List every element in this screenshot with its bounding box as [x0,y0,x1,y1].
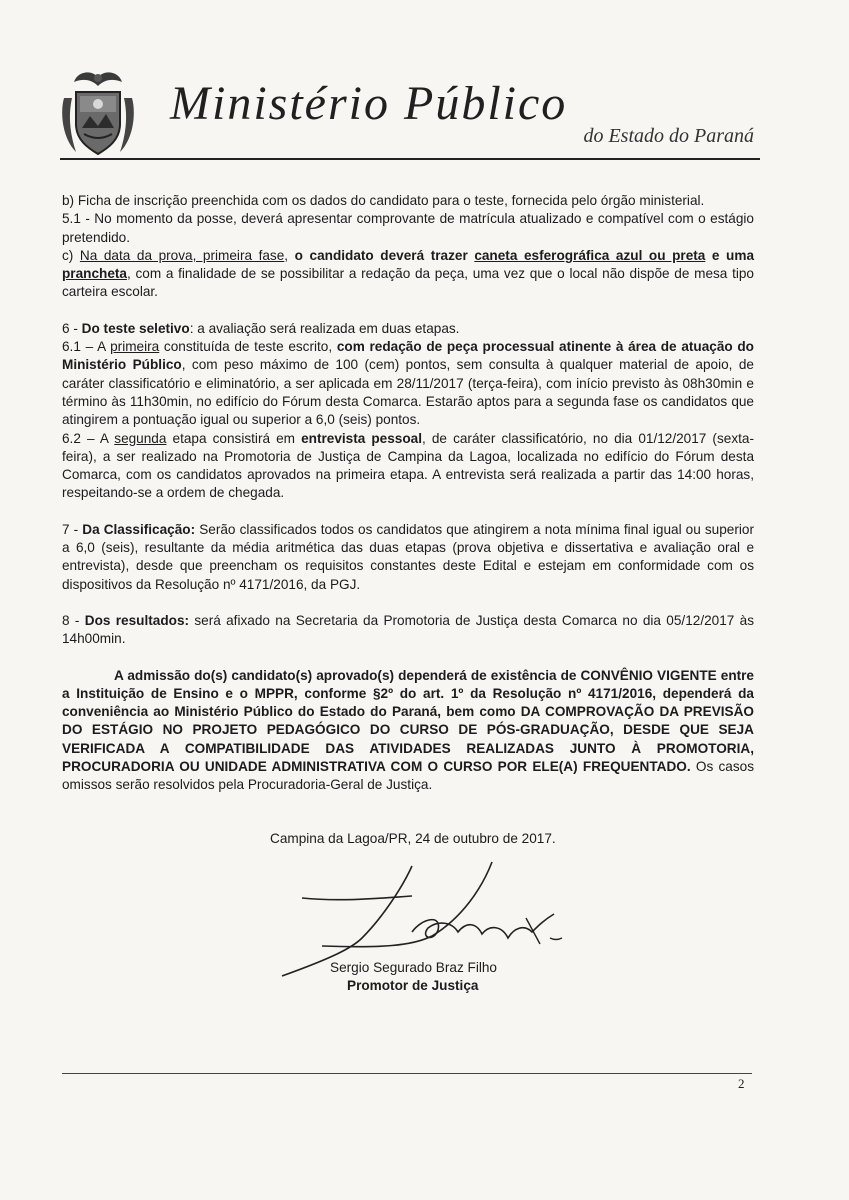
section-6-2: 6.2 – A segunda etapa consistirá em entrevista pessoal, de caráter classificatório, no dia 01/12/2017 (sexta-feira), a ser realizado na Promotoria de Justiça de Campina da Lagoa, localizada no edifício do Fórum desta Comarca, com os candidatos aprovados na primeira etapa. A entrevista será realizada a partir das 14:00 horas, respeitando-se a ordem de chegada. [62,430,754,501]
page-number: 2 [738,1076,745,1091]
signer-role: Promotor de Justiça [347,978,479,993]
item-5-1: 5.1 - No momento da posse, deverá apresentar comprovante de matrícula atualizado e compatível com o estágio pretendido. [62,211,754,245]
section-6-1: 6.1 – A primeira constituída de teste escrito, com redação de peça processual atinente à área de atuação do Ministério Público, com peso máximo de 100 (cem) pontos, sem consulta à qualquer material de apoio, de caráter classificatório e eliminatório, a ser aplicada em 28/11/2017 (terça-feira), com início previsto às 08h30min e término às 11h30min, no edifício do Fórum desta Comarca. Estarão aptos para a segunda fase os candidatos que atingirem a pontuação igual ou superior a 6,0 (seis) pontos. [62,339,754,428]
section-6-intro: 6 - Do teste seletivo: a avaliação será realizada em duas etapas. [62,320,460,336]
document-body [62,192,754,795]
section-7-heading: Da Classificação: [82,521,196,537]
item-c: c) Na data da prova, primeira fase, o candidato deverá trazer caneta esferográfica azul ou preta e uma prancheta, com a finalidade de se possibilitar a redação da peça, uma vez que o local não dispõe de mesa tipo carteira escolar. [62,247,754,300]
section-8-heading: Dos resultados: [84,612,190,628]
header-divider [60,158,760,160]
admission-paragraph: A admissão do(s) candidato(s) aprovado(s) dependerá de existência de CONVÊNIO VIGENTE entre a Instituição de Ensino e o MPPR, conforme §2º do art. 1º da Resolução nº 4171/2016, dependerá da conveniência ao Ministério Público do Estado do Paraná, bem como DA COMPROVAÇÃO DA PREVISÃO DO ESTÁGIO NO PROJETO PEDAGÓGICO DO CURSO DE PÓS-GRADUAÇÃO, DESDE QUE SEJA VERIFICADA A COMPATIBILIDADE DAS ATIVIDADES REALIZADAS JUNTO À PROMOTORIA, PROCURADORIA OU UNIDADE ADMINISTRATIVA COM O CURSO POR ELE(A) FREQUENTADO. Os casos omissos serão resolvidos pela Procuradoria-Geral de Justiça. [62,667,754,793]
parana-coat-of-arms-icon [60,68,136,158]
section-8: 8 - Dos resultados: será afixado na Secretaria da Promotoria de Justiça desta Comarca no dia 05/12/2017 às 14h00min. [62,612,755,647]
section-7: 7 - Da Classificação: Serão classificados todos os candidatos que atingirem a nota mínima final igual ou superior a 6,0 (seis), resultante da média aritmética das duas etapas (prova objetiva e dissertativa e avaliação oral e entrevista), desde que preencham os requisitos constantes deste Edital e estejam em conformidade com os dispositivos da Resolução nº 4171/2016, da PGJ. [62,521,754,592]
item-b: b) Ficha de inscrição preenchida com os dados do candidato para o teste, fornecida pelo órgão ministerial. [62,193,705,208]
signer-name: Sergio Segurado Braz Filho [330,960,497,975]
institution-title: Ministério Público [170,77,568,130]
footer-divider [62,1073,752,1074]
date-line: Campina da Lagoa/PR, 24 de outubro de 2017. [270,831,556,846]
institution-subtitle: do Estado do Paraná [583,125,754,147]
section-6-heading: Do teste seletivo [81,320,190,336]
